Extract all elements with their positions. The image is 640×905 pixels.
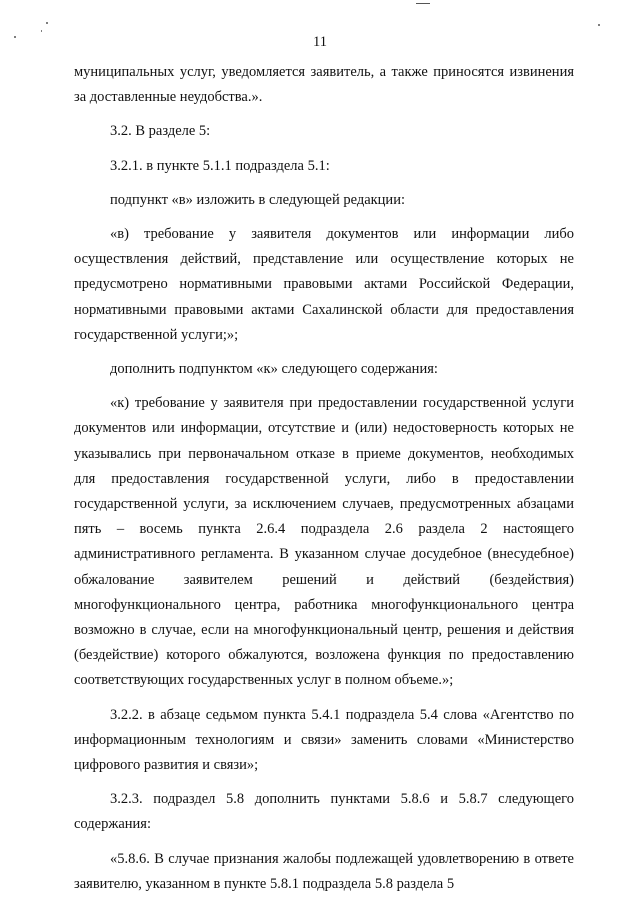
paragraph-continuation: муниципальных услуг, уведомляется заявитель, а также приносятся извинения за доставленные неудобства.». (74, 64, 574, 106)
paragraph-item-3-2-3: 3.2.3. подраздел 5.8 дополнить пунктами 5.8.6 и 5.8.7 следующего содержания: (74, 791, 574, 833)
paragraph-item-5-8-6: «5.8.6. В случае признания жалобы подлежащей удовлетворению в ответе заявителю, указанном в пункте 5.8.1 подраздела 5.8 раздела 5 (74, 850, 574, 892)
paragraph-item-3-2-2: 3.2.2. в абзаце седьмом пункта 5.4.1 подраздела 5.4 слова «Агентство по информационным технологиям и связи» заменить словами «Министерство цифрового развития и связи»; (74, 706, 574, 774)
document-body (74, 60, 574, 897)
paragraph-subitem-v-text: «в) требование у заявителя документов или информации либо осуществления действий, представление или осуществление которых не предусмотрено нормативными правовыми актами Российской Федерации, нормативными правовыми актами Сахалинской области для предоставления государственной услуги;»; (74, 226, 574, 343)
paragraph-subitem-k-text: «к) требование у заявителя при предоставлении государственной услуги документов или информации, отсутствие и (или) недостоверность которых не указывались при первоначальном отказе в приеме документов, необходимых для предоставления государственной услуги, либо в предоставлении государственной услуги, за исключением случаев, предусмотренных абзацами пять – восемь пункта 2.6.4 подраздела 2.6 раздела 2 настоящего административного регламента. В указанном случае досудебное (внесудебное) обжалование заявителем решений и действий (бездействия) многофункционального центра, работника многофункционального центра возможно в случае, если на многофункциональный центр, решения и действия (бездействие) которого обжалуются, возложена функция по предоставлению соответствующих государственных услуг в полном объеме.»; (74, 395, 574, 689)
scan-speck (46, 22, 48, 24)
scan-speck (416, 3, 430, 4)
paragraph-subitem-k-instruction: дополнить подпунктом «к» следующего содержания: (110, 361, 438, 378)
paragraph-item-3-2-1: 3.2.1. в пункте 5.1.1 подраздела 5.1: (110, 157, 330, 174)
scan-speck (41, 30, 42, 32)
scan-speck (598, 24, 600, 26)
paragraph-subitem-v-instruction: подпункт «в» изложить в следующей редакции: (110, 191, 405, 208)
paragraph-section-3-2: 3.2. В разделе 5: (110, 123, 211, 140)
page-number: 11 (313, 34, 327, 50)
